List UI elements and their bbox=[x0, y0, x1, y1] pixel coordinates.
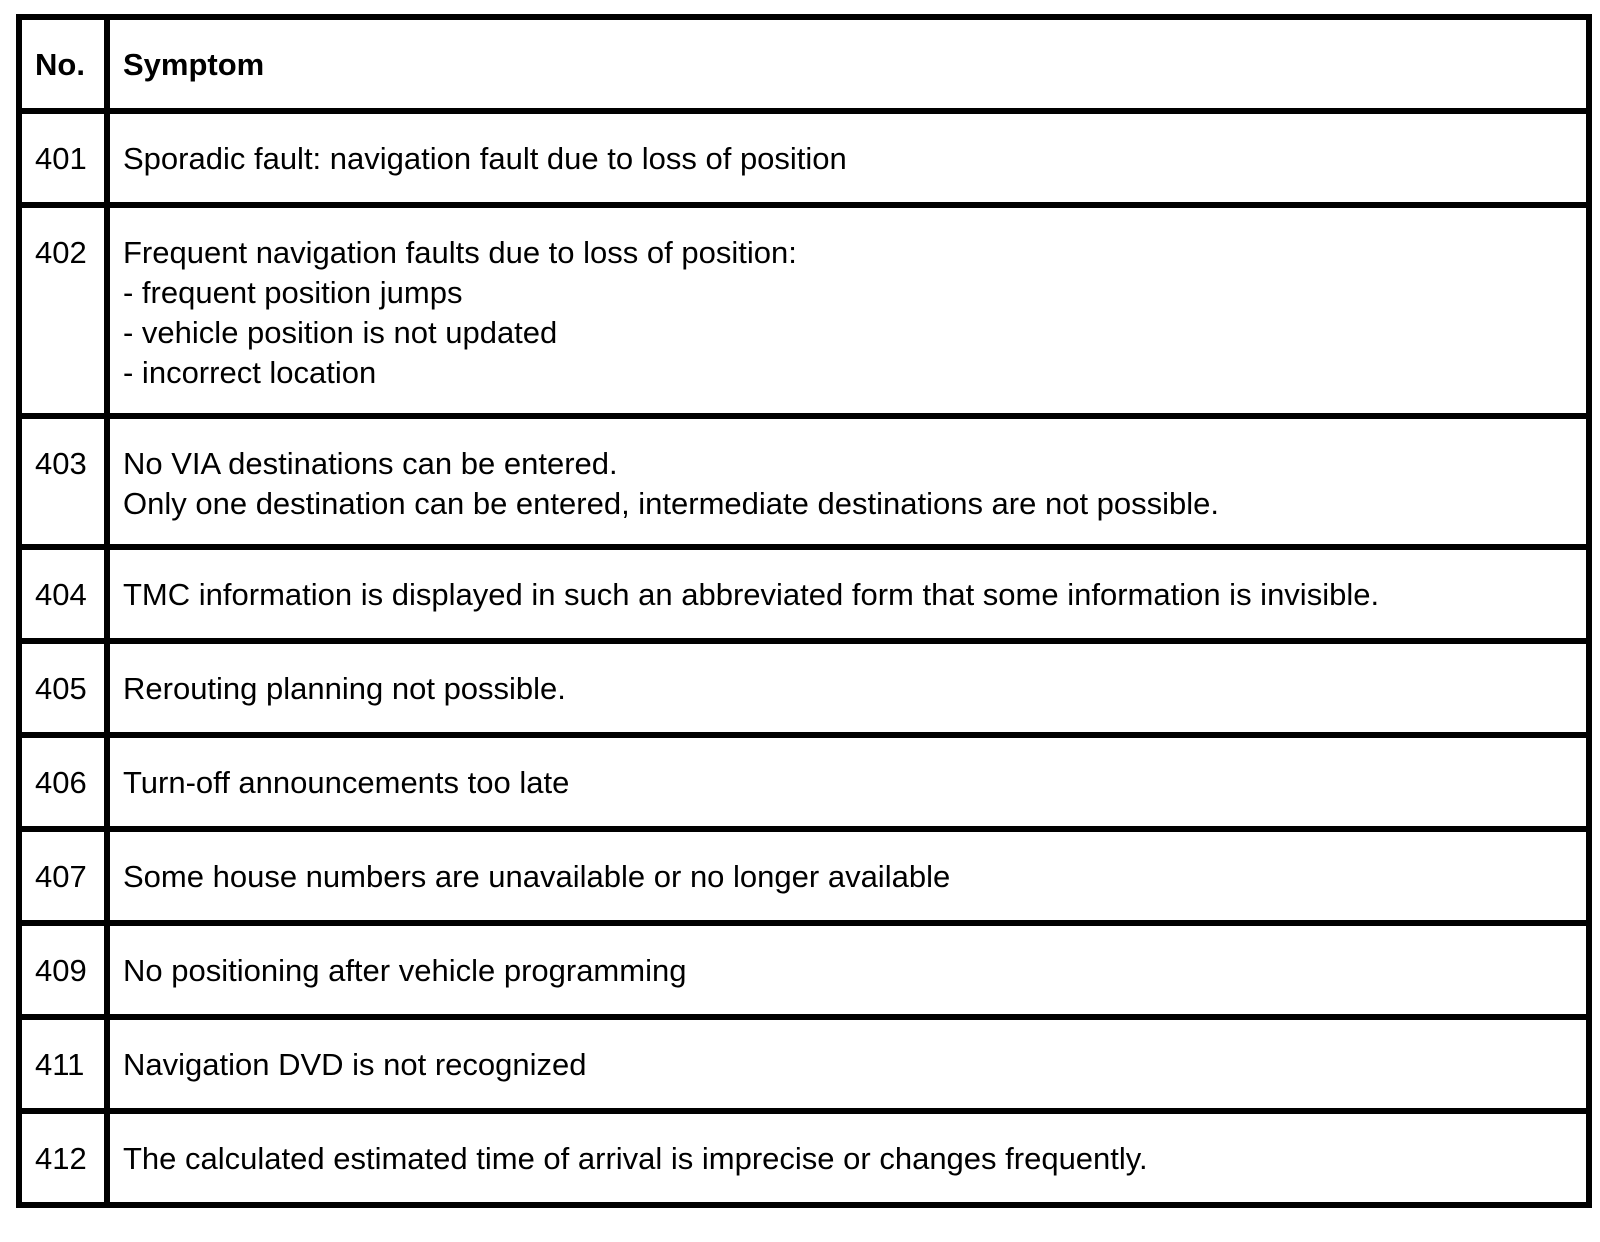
symptom-table bbox=[16, 14, 1592, 1208]
symptom-line: Rerouting planning not possible. bbox=[123, 671, 566, 706]
header-row bbox=[19, 17, 1589, 111]
symptom-description bbox=[107, 641, 1589, 735]
symptom-line: Only one destination can be entered, intermediate destinations are not possible. bbox=[123, 486, 1220, 521]
column-header-symptom: Symptom bbox=[107, 17, 1589, 111]
symptom-description bbox=[107, 1017, 1589, 1111]
symptom-line: TMC information is displayed in such an abbreviated form that some information is invisible. bbox=[123, 577, 1380, 612]
symptom-number: 411 bbox=[19, 1017, 107, 1111]
table-row bbox=[19, 547, 1589, 641]
symptom-line: No VIA destinations can be entered. bbox=[123, 446, 618, 481]
table-row bbox=[19, 1017, 1589, 1111]
symptom-number: 412 bbox=[19, 1111, 107, 1205]
symptom-number: 409 bbox=[19, 923, 107, 1017]
symptom-description bbox=[107, 547, 1589, 641]
table-row bbox=[19, 829, 1589, 923]
symptom-number: 406 bbox=[19, 735, 107, 829]
symptom-line: - incorrect location bbox=[123, 355, 377, 390]
symptom-line: Navigation DVD is not recognized bbox=[123, 1047, 587, 1082]
symptom-line: - vehicle position is not updated bbox=[123, 315, 558, 350]
column-header-no: No. bbox=[19, 17, 107, 111]
symptom-line: The calculated estimated time of arrival is imprecise or changes frequently. bbox=[123, 1141, 1148, 1176]
symptom-description bbox=[107, 111, 1589, 205]
symptom-number: 402 bbox=[19, 205, 107, 416]
table-row bbox=[19, 416, 1589, 547]
symptom-line: Turn-off announcements too late bbox=[123, 765, 570, 800]
symptom-line: Sporadic fault: navigation fault due to loss of position bbox=[123, 141, 847, 176]
symptom-number: 407 bbox=[19, 829, 107, 923]
table-row bbox=[19, 923, 1589, 1017]
symptom-description bbox=[107, 829, 1589, 923]
symptom-line: Some house numbers are unavailable or no longer available bbox=[123, 859, 951, 894]
symptom-line: No positioning after vehicle programming bbox=[123, 953, 687, 988]
table-row bbox=[19, 1111, 1589, 1205]
table-row bbox=[19, 641, 1589, 735]
symptom-description bbox=[107, 205, 1589, 416]
symptom-description bbox=[107, 923, 1589, 1017]
symptom-line: - frequent position jumps bbox=[123, 275, 463, 310]
symptom-number: 405 bbox=[19, 641, 107, 735]
table-row bbox=[19, 735, 1589, 829]
symptom-line: Frequent navigation faults due to loss of position: bbox=[123, 235, 797, 270]
symptom-number: 401 bbox=[19, 111, 107, 205]
symptom-description bbox=[107, 735, 1589, 829]
symptom-number: 403 bbox=[19, 416, 107, 547]
table-row bbox=[19, 111, 1589, 205]
symptom-number: 404 bbox=[19, 547, 107, 641]
symptom-description bbox=[107, 1111, 1589, 1205]
symptom-description bbox=[107, 416, 1589, 547]
table-row bbox=[19, 205, 1589, 416]
